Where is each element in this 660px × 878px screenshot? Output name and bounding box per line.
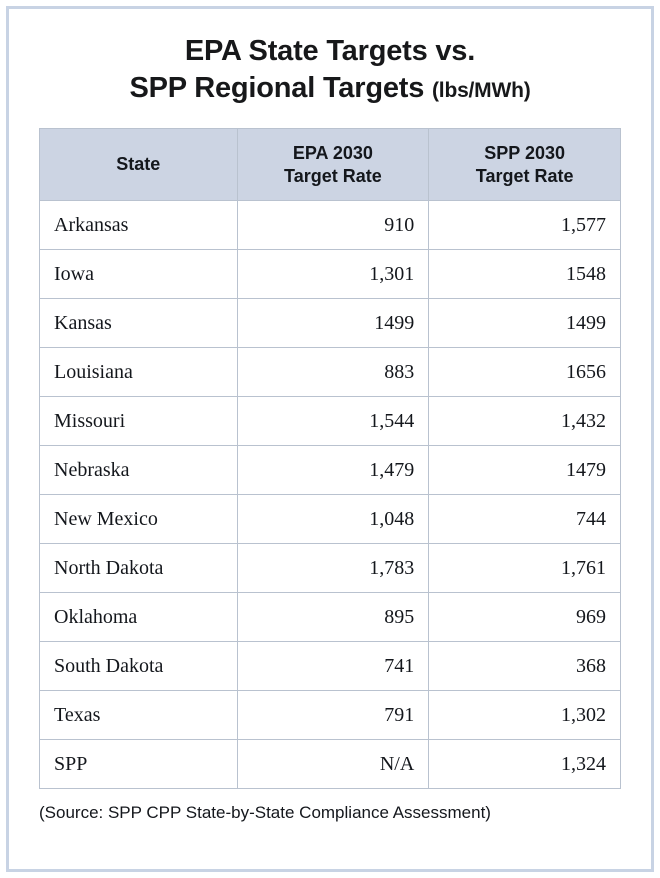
table-row bbox=[40, 250, 621, 299]
cell-epa-rate: 1,301 bbox=[237, 250, 429, 299]
cell-state: Oklahoma bbox=[40, 593, 238, 642]
cell-epa-rate: 895 bbox=[237, 593, 429, 642]
cell-epa-rate: 1,783 bbox=[237, 544, 429, 593]
cell-spp-rate: 1499 bbox=[429, 299, 621, 348]
column-header-epa-line1: EPA 2030 bbox=[292, 143, 373, 164]
column-header-epa bbox=[237, 129, 429, 201]
cell-spp-rate: 1,577 bbox=[429, 201, 621, 250]
cell-epa-rate: 741 bbox=[237, 642, 429, 691]
cell-state: South Dakota bbox=[40, 642, 238, 691]
cell-state: Missouri bbox=[40, 397, 238, 446]
table-row bbox=[40, 544, 621, 593]
figure-frame bbox=[6, 6, 654, 872]
table-header-row bbox=[40, 129, 621, 201]
cell-state: SPP bbox=[40, 740, 238, 789]
cell-spp-rate: 1,432 bbox=[429, 397, 621, 446]
cell-epa-rate: 910 bbox=[237, 201, 429, 250]
table-row bbox=[40, 740, 621, 789]
cell-epa-rate: 1,479 bbox=[237, 446, 429, 495]
table-row bbox=[40, 201, 621, 250]
cell-spp-rate: 1,302 bbox=[429, 691, 621, 740]
cell-state: Kansas bbox=[40, 299, 238, 348]
table-body bbox=[40, 201, 621, 789]
table-row bbox=[40, 299, 621, 348]
cell-spp-rate: 1,324 bbox=[429, 740, 621, 789]
targets-table bbox=[39, 128, 621, 789]
table-row bbox=[40, 446, 621, 495]
cell-state: Arkansas bbox=[40, 201, 238, 250]
cell-spp-rate: 1548 bbox=[429, 250, 621, 299]
cell-spp-rate: 969 bbox=[429, 593, 621, 642]
table-row bbox=[40, 593, 621, 642]
table-header bbox=[40, 129, 621, 201]
cell-spp-rate: 368 bbox=[429, 642, 621, 691]
cell-epa-rate: 883 bbox=[237, 348, 429, 397]
cell-epa-rate: N/A bbox=[237, 740, 429, 789]
cell-spp-rate: 1656 bbox=[429, 348, 621, 397]
title-line-1: EPA State Targets vs. bbox=[184, 35, 476, 67]
title-units: (lbs/MWh) bbox=[432, 78, 531, 102]
cell-epa-rate: 1,544 bbox=[237, 397, 429, 446]
cell-state: Louisiana bbox=[40, 348, 238, 397]
cell-state: Iowa bbox=[40, 250, 238, 299]
cell-state: New Mexico bbox=[40, 495, 238, 544]
column-header-state: State bbox=[40, 129, 238, 201]
cell-state: Nebraska bbox=[40, 446, 238, 495]
cell-state: North Dakota bbox=[40, 544, 238, 593]
column-header-epa-line2: Target Rate bbox=[284, 165, 382, 186]
source-note: (Source: SPP CPP State-by-State Compliance Assessment) bbox=[39, 803, 491, 823]
figure-inner bbox=[9, 9, 651, 869]
page-title bbox=[39, 33, 621, 106]
column-header-spp-line2: Target Rate bbox=[475, 165, 574, 186]
cell-spp-rate: 744 bbox=[429, 495, 621, 544]
table-row bbox=[40, 348, 621, 397]
cell-spp-rate: 1,761 bbox=[429, 544, 621, 593]
table-row bbox=[40, 691, 621, 740]
title-line-2: SPP Regional Targets bbox=[129, 71, 425, 104]
cell-spp-rate: 1479 bbox=[429, 446, 621, 495]
cell-epa-rate: 1499 bbox=[237, 299, 429, 348]
cell-epa-rate: 791 bbox=[237, 691, 429, 740]
title-line-2-wrapper bbox=[39, 70, 621, 107]
table-row bbox=[40, 397, 621, 446]
column-header-spp-line1: SPP 2030 bbox=[484, 143, 565, 164]
column-header-spp bbox=[429, 129, 621, 201]
table-row bbox=[40, 495, 621, 544]
cell-state: Texas bbox=[40, 691, 238, 740]
table-row bbox=[40, 642, 621, 691]
cell-epa-rate: 1,048 bbox=[237, 495, 429, 544]
